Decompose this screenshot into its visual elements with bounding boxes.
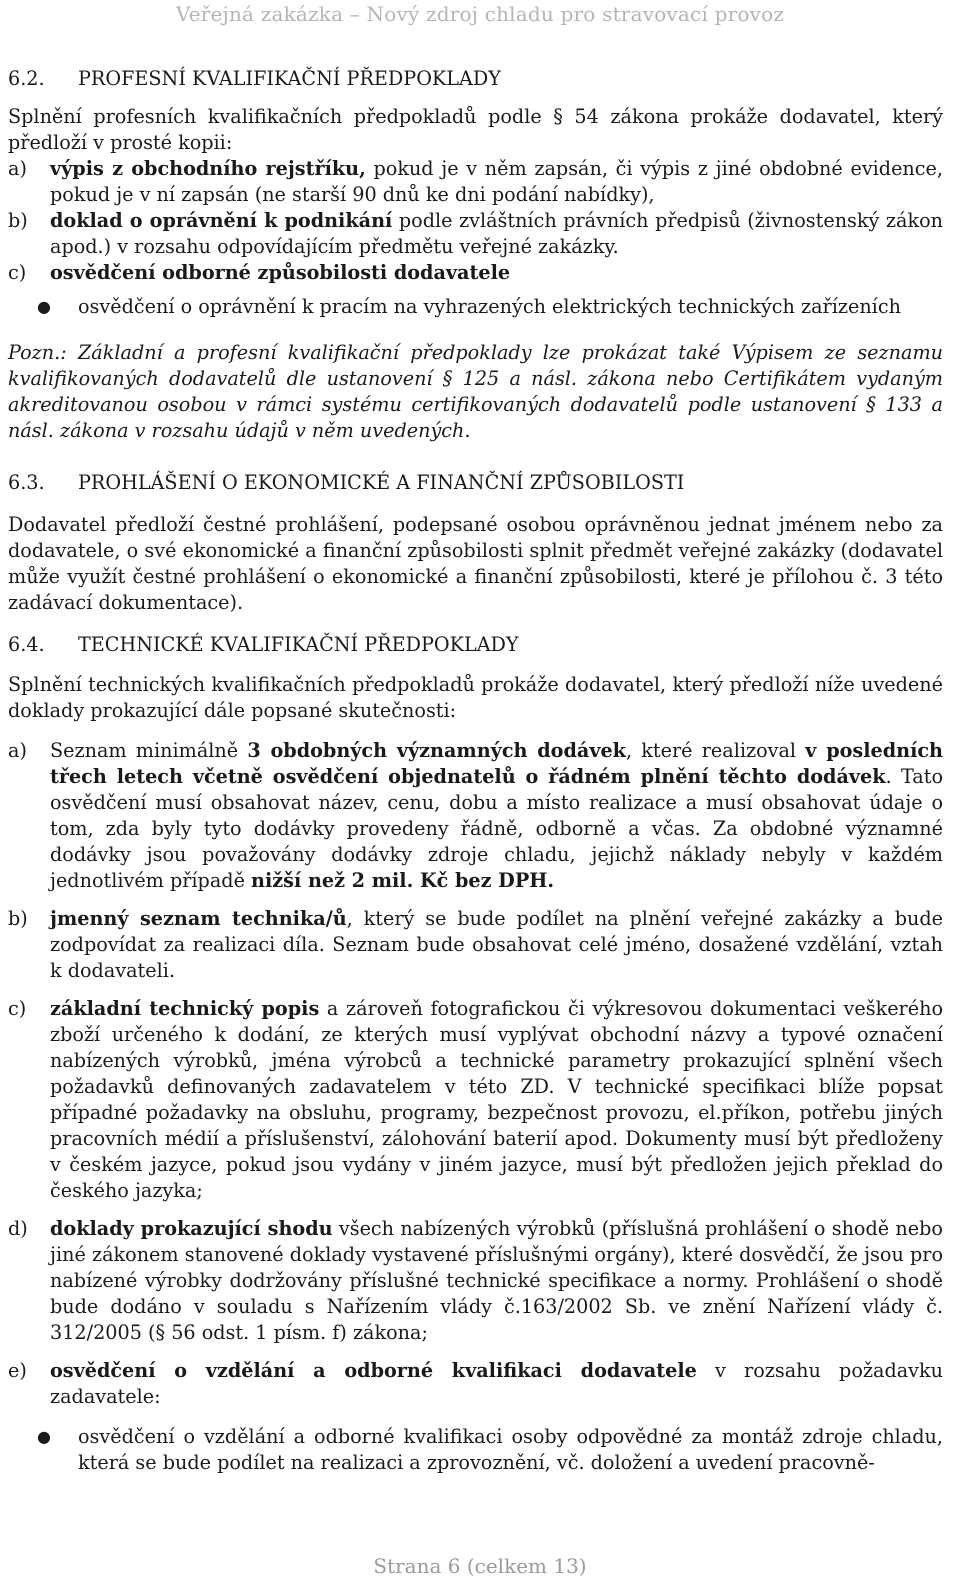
section-number: 6.3. — [8, 471, 45, 494]
list-marker: e) — [8, 1359, 27, 1382]
list-item-c — [8, 996, 943, 1204]
document-body — [8, 66, 943, 1476]
list-item-e — [8, 1358, 943, 1410]
list-item-text: podle zvláštních právních předpisů (živnostenský zákon apod.) v rozsahu odpovídajícím předmětu veřejné zakázky. — [50, 209, 943, 258]
list-item-c — [8, 260, 943, 286]
section-heading-6-2 — [8, 66, 943, 92]
list-item-text: a zároveň fotografickou či výkresovou dokumentaci veškerého zboží určeného k dodání, ze kterých musí vyplývat obchodní názvy a typové označení nabízených výrobků, jména výrobců a technické parametry prokazující splnění všech požadavků definovaných zadavatelem v této ZD. V technické specifikaci blíže popsat případné požadavky na obsluhu, programy, bezpečnost provozu, el.příkon, potřebu jiných pracovních médií a příslušenství, zálohování baterií apod. Dokumenty musí být předloženy v českém jazyce, pokud jsou vydány v jiném jazyce, musí být předložen jejich překlad do českého jazyka; — [50, 997, 943, 1202]
section-paragraph: Dodavatel předloží čestné prohlášení, podepsané osobou oprávněnou jednat jménem nebo za dodavatele, o své ekonomické a finanční způsobilosti splnit předmět veřejné zakázky (dodavatel může využít čestné prohlášení o ekonomické a finanční způsobilosti, které je přílohou č. 3 této zadávací dokumentace). — [8, 513, 943, 614]
list-item-text: v rozsahu požadavku zadavatele: — [50, 1359, 943, 1408]
section-title: PROHLÁŠENÍ O EKONOMICKÉ A FINANČNÍ ZPŮSOBILOSTI — [78, 471, 685, 494]
list-item-bold: osvědčení odborné způsobilosti dodavatele — [50, 261, 511, 284]
page-footer: Strana 6 (celkem 13) — [373, 1554, 587, 1578]
bullet-item — [8, 1424, 943, 1476]
section-title: TECHNICKÉ KVALIFIKAČNÍ PŘEDPOKLADY — [78, 633, 519, 656]
list-item-text: Seznam minimálně — [50, 739, 248, 762]
list-item-bold: základní technický popis — [50, 997, 320, 1020]
bullet-item — [8, 294, 943, 320]
page-header: Veřejná zakázka – Nový zdroj chladu pro stravovací provoz — [175, 2, 785, 26]
list-item-text: všech nabízených výrobků (příslušná prohlášení o shodě nebo jiné zákonem stanovené doklady vystavené příslušnými orgány), které dosvědčí, že jsou pro nabízené výrobky dodržovány příslušné technické specifikace a normy. Prohlášení o shodě bude dodáno v souladu s Nařízením vlády č.163/2002 Sb. ve znění Nařízení vlády č. 312/2005 (§ 56 odst. 1 písm. f) zákona; — [50, 1217, 943, 1344]
bullet-icon: ● — [37, 1427, 51, 1446]
bullet-icon: ● — [37, 297, 51, 316]
list-item-bold: výpis z obchodního rejstříku, — [50, 157, 366, 180]
list-item-d — [8, 1216, 943, 1346]
list-item-b — [8, 208, 943, 260]
section-title: PROFESNÍ KVALIFIKAČNÍ PŘEDPOKLADY — [78, 67, 501, 90]
list-item-text: . Tato osvědčení musí obsahovat název, cenu, dobu a místo realizace a musí obsahovat údaje o tom, zda byly tyto dodávky provedeny řádně, odborně a včas. Za obdobné významné dodávky jsou považovány dodávky zdroje chladu, jejichž náklady nebyly v každém jednotlivém případě — [50, 765, 943, 892]
bullet-text: osvědčení o oprávnění k pracím na vyhrazených elektrických technických zařízeních — [78, 295, 901, 318]
bullet-text: osvědčení o vzdělání a odborné kvalifikaci osoby odpovědné za montáž zdroje chladu, která se bude podílet na realizaci a zprovoznění, vč. doložení a uvedení pracovně- — [78, 1425, 943, 1474]
list-marker: a) — [8, 739, 27, 762]
list-item-bold: doklady prokazující shodu — [50, 1217, 333, 1240]
list-item-text: , které realizoval — [625, 739, 806, 762]
list-item-bold: osvědčení o vzdělání a odborné kvalifikaci dodavatele — [50, 1359, 697, 1382]
list-item-bold: v posledních třech letech včetně osvědčení objednatelů o řádném plnění těchto dodávek — [50, 739, 944, 788]
list-marker: c) — [8, 261, 27, 284]
note-text: Základní a profesní kvalifikační předpoklady lze prokázat také Výpisem ze seznamu kvalifikovaných dodavatelů dle ustanovení § 125 a násl. zákona nebo Certifikátem vydaným akreditovanou osobou v rámci systému certifikovaných dodavatelů podle ustanovení § 133 a násl. zákona v rozsahu údajů v něm uvedených. — [8, 341, 943, 442]
section-heading-6-4 — [8, 632, 943, 658]
list-item-b — [8, 906, 943, 984]
list-marker: b) — [8, 907, 28, 930]
list-item-bold: jmenný seznam technika/ů — [50, 907, 347, 930]
list-item-bold: doklad o oprávnění k podnikání — [50, 209, 393, 232]
note-label: Pozn.: — [8, 341, 67, 364]
list-marker: a) — [8, 157, 27, 180]
list-item-text: pokud je v něm zapsán, či výpis z jiné obdobné evidence, pokud je v ní zapsán (ne starší 90 dnů ke dni podání nabídky), — [50, 157, 943, 206]
section-heading-6-3 — [8, 470, 943, 496]
list-item-bold: nižší než 2 mil. Kč bez DPH. — [251, 869, 555, 892]
list-item-a — [8, 156, 943, 208]
list-item-bold: 3 obdobných významných dodávek — [247, 739, 626, 762]
list-marker: d) — [8, 1217, 28, 1240]
note-paragraph — [8, 340, 943, 444]
section-intro: Splnění technických kvalifikačních předpokladů prokáže dodavatel, který předloží níže uvedené doklady prokazující dále popsané skutečnosti: — [8, 673, 943, 722]
section-intro: Splnění profesních kvalifikačních předpokladů podle § 54 zákona prokáže dodavatel, který předloží v prosté kopii: — [8, 105, 943, 154]
list-item-a — [8, 738, 943, 894]
list-item-text: , který se bude podílet na plnění veřejné zakázky a bude zodpovídat za realizaci díla. Seznam bude obsahovat celé jméno, dosažené vzdělání, vztah k dodavateli. — [50, 907, 943, 982]
list-marker: c) — [8, 997, 27, 1020]
list-marker: b) — [8, 209, 28, 232]
section-number: 6.2. — [8, 67, 45, 90]
section-number: 6.4. — [8, 633, 45, 656]
